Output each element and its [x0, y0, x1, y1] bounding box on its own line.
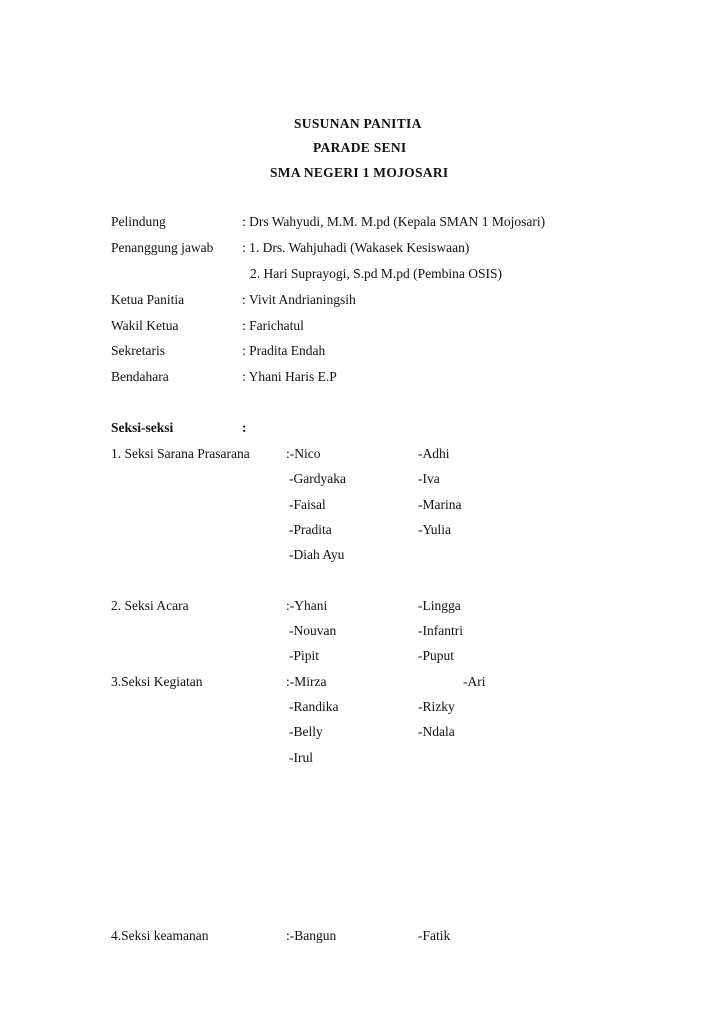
section-name: 4.Seksi keamanan — [111, 928, 209, 943]
officer-role: Ketua Panitia — [111, 292, 185, 307]
member-name: -Pipit — [289, 648, 320, 663]
member-name: -Yulia — [418, 522, 451, 537]
member-name: -Rizky — [418, 699, 455, 714]
title-line-1: SUSUNAN PANITIA — [294, 116, 422, 131]
officer-role: Pelindung — [111, 214, 166, 229]
title-line-3: SMA NEGERI 1 MOJOSARI — [270, 165, 449, 180]
member-name: -Randika — [289, 699, 339, 714]
section-name: 2. Seksi Acara — [111, 598, 189, 613]
member-name: -Irul — [289, 750, 313, 765]
member-name: :-Bangun — [286, 928, 337, 943]
section-name: 1. Seksi Sarana Prasarana — [111, 446, 250, 461]
member-name: -Iva — [418, 471, 440, 486]
officer-value: : 1. Drs. Wahjuhadi (Wakasek Kesiswaan) — [242, 240, 470, 255]
officer-role: Penanggung jawab — [111, 240, 214, 255]
member-name: :-Mirza — [286, 674, 327, 689]
member-name: -Gardyaka — [289, 471, 346, 486]
member-name: -Belly — [289, 724, 323, 739]
sections-heading-colon: : — [242, 420, 247, 435]
title-line-2: PARADE SENI — [313, 140, 407, 155]
member-name: :-Yhani — [286, 598, 328, 613]
officer-role: Wakil Ketua — [111, 318, 179, 333]
officer-value: 2. Hari Suprayogi, S.pd M.pd (Pembina OSIS) — [250, 266, 502, 281]
member-name: -Lingga — [418, 598, 461, 613]
member-name: -Ndala — [418, 724, 455, 739]
member-name: -Puput — [418, 648, 455, 663]
member-name: -Marina — [418, 497, 462, 512]
officer-value: : Pradita Endah — [242, 343, 326, 358]
officer-role: Bendahara — [111, 369, 169, 384]
member-name: :-Nico — [286, 446, 321, 461]
member-name: -Faisal — [289, 497, 326, 512]
officer-value: : Farichatul — [242, 318, 304, 333]
sections-heading: Seksi-seksi — [111, 420, 174, 435]
member-name: -Fatik — [418, 928, 451, 943]
section-name: 3.Seksi Kegiatan — [111, 674, 203, 689]
member-name: -Ari — [463, 674, 486, 689]
member-name: -Adhi — [418, 446, 450, 461]
member-name: -Diah Ayu — [289, 547, 345, 562]
officer-value: : Yhani Haris E.P — [242, 369, 337, 384]
officer-role: Sekretaris — [111, 343, 165, 358]
member-name: -Pradita — [289, 522, 332, 537]
member-name: -Infantri — [418, 623, 463, 638]
officer-value: : Drs Wahyudi, M.M. M.pd (Kepala SMAN 1 Mojosari) — [242, 214, 546, 229]
officer-value: : Vivit Andrianingsih — [242, 292, 356, 307]
member-name: -Nouvan — [289, 623, 337, 638]
